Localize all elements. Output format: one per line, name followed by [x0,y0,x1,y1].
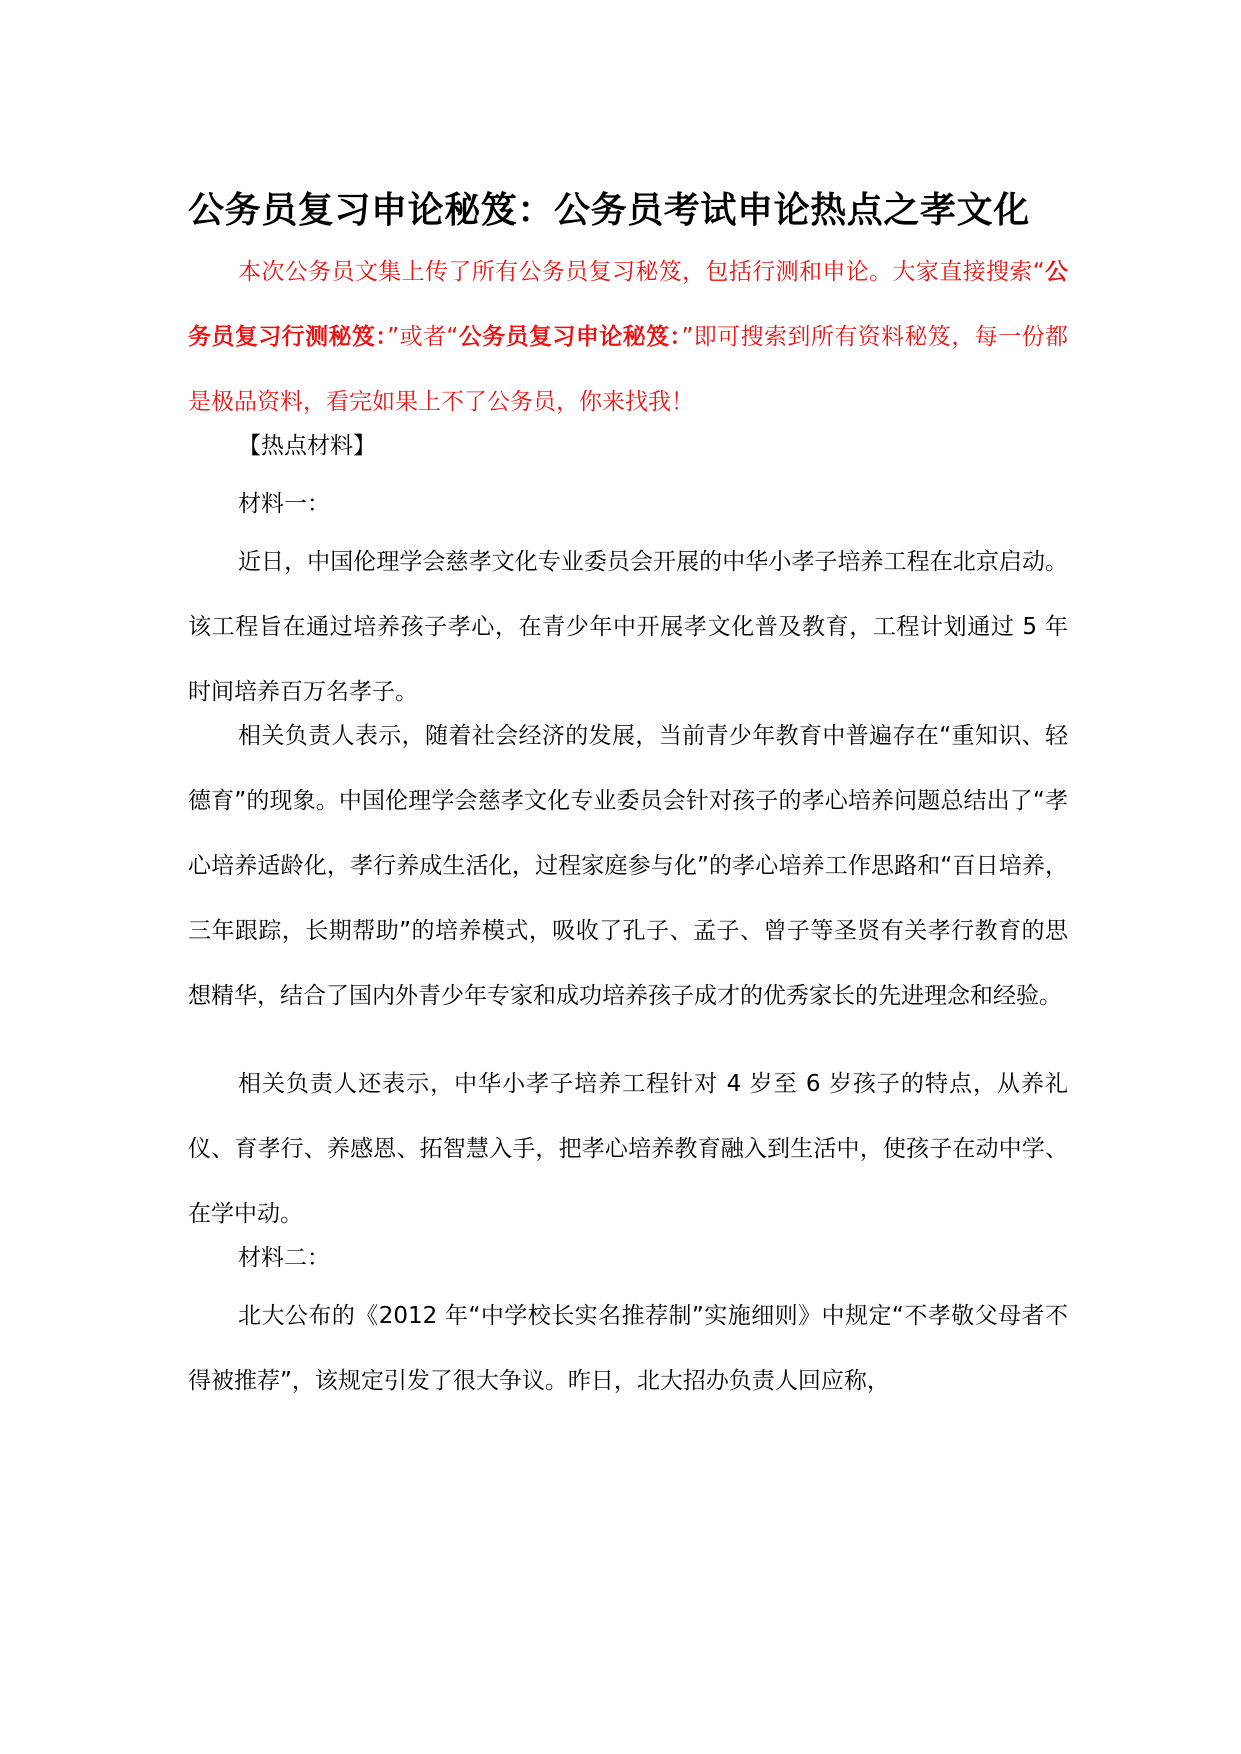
intro-paragraph [188,240,1068,435]
material-two-label: 材料二： [238,1245,330,1271]
intro-text-2: ”或者“ [387,324,459,350]
material-one-label: 材料一： [238,491,330,517]
document-title: 公务员复习申论秘笈：公务员考试申论热点之孝文化 [188,190,1030,231]
intro-text-1: 本次公务员文集上传了所有公务员复习秘笈，包括行测和申论。大家直接搜索“ [238,259,1045,285]
material-one-paragraph-2: 相关负责人表示，随着社会经济的发展，当前青少年教育中普遍存在“重知识、轻德育”的现象。中国伦理学会慈孝文化专业委员会针对孩子的孝心培养问题总结出了“孝心培养适龄化，孝行养成生活化，过程家庭参与化”的孝心培养工作思路和“百日培养，三年跟踪，长期帮助”的培养模式，吸收了孔子、孟子、曾子等圣贤有关孝行教育的思想精华，结合了国内外青少年专家和成功培养孩子成才的优秀家长的先进理念和经验。 [188,723,1068,1009]
document-page [188,0,1068,1754]
material-one-paragraph-3: 相关负责人还表示，中华小孝子培养工程针对 4 岁至 6 岁孩子的特点，从养礼仪、育孝行、养感恩、拓智慧入手，把孝心培养教育融入到生活中，使孩子在动中学、在学中动。 [188,1071,1068,1227]
material-one-paragraph-1: 近日，中国伦理学会慈孝文化专业委员会开展的中华小孝子培养工程在北京启动。该工程旨在通过培养孩子孝心，在青少年中开展孝文化普及教育，工程计划通过 5 年时间培养百万名孝子。 [188,549,1068,705]
intro-keyword-shenlun: 公务员复习申论秘笈： [458,324,682,350]
section-heading: 【热点材料】 [238,433,376,459]
material-two-paragraph-1: 北大公布的《2012 年“中学校长实名推荐制”实施细则》中规定“不孝敬父母者不得被推荐”，该规定引发了很大争议。昨日，北大招办负责人回应称， [188,1303,1068,1394]
intro-text-3: ”即可搜索到所有资料秘笈，每一份都是极品资料，看完如果上不了公务员，你来找我！ [188,324,1069,415]
intro-keyword-xingce: 公务员复习行测秘笈： [188,259,1068,350]
